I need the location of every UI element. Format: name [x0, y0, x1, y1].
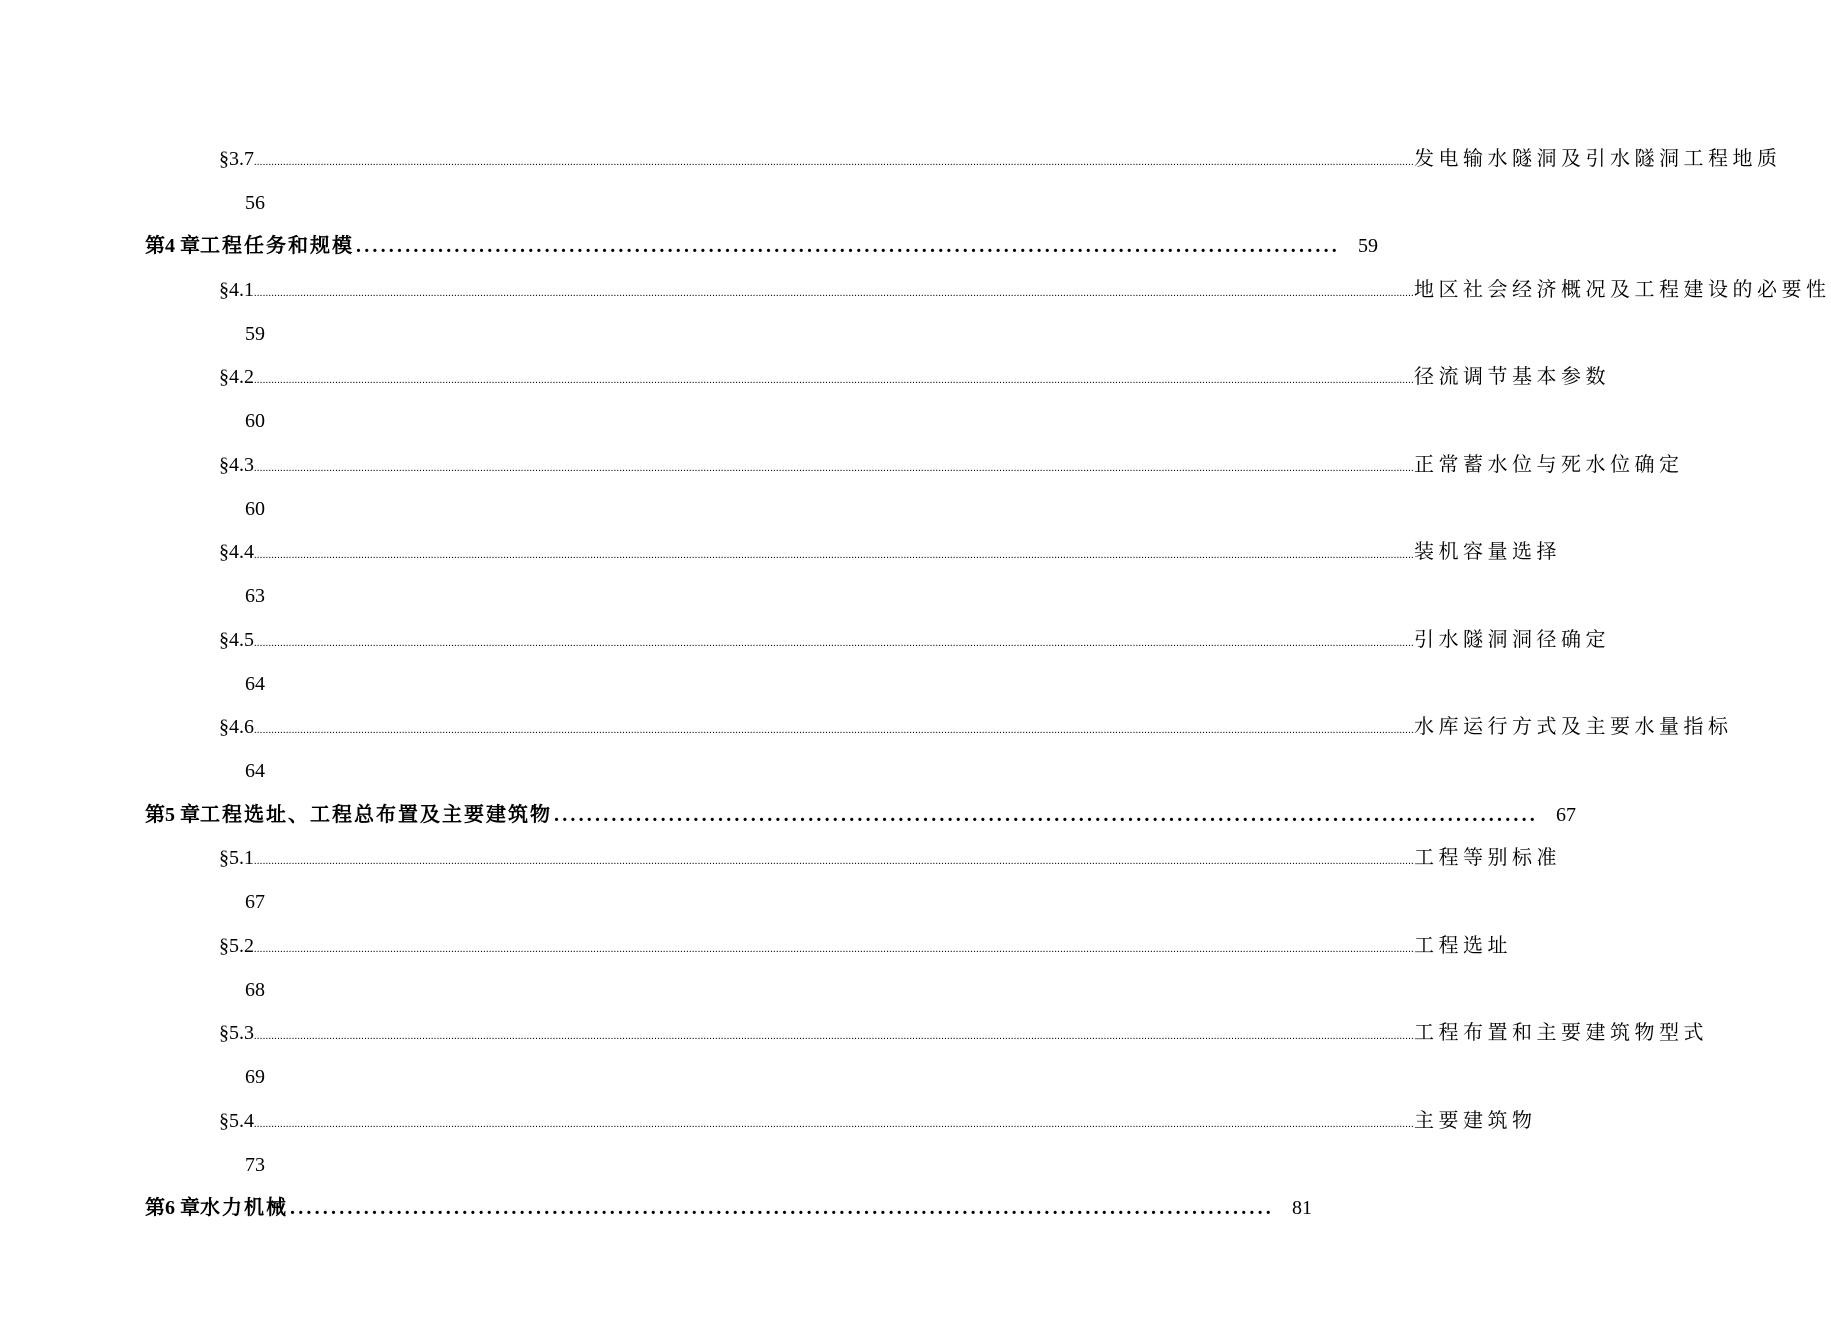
- dot-leader: ................................................................................................................................................................................................................................................................................................................................................................................................................: [254, 944, 1414, 955]
- dot-leader: ................................................................................................................................................................................................................................................................................................................................................................................................................: [254, 157, 1414, 168]
- chapter-page-number: 59: [1358, 235, 1378, 257]
- section-title: 发电输水隧洞及引水隧洞工程地质: [1414, 148, 1782, 170]
- toc-chapter-6[interactable]: [145, 1195, 1312, 1221]
- section-title: 径流调节基本参数: [1414, 366, 1610, 388]
- dot-leader: ................................................................................................................................................................................................................................................................................................................................................................................................................: [254, 288, 1414, 299]
- toc-chapter-5[interactable]: [145, 802, 1576, 828]
- toc-section-4-2[interactable]: [219, 364, 1610, 390]
- section-title: 引水隧洞洞径确定: [1414, 629, 1610, 651]
- dot-leader: ................................................................................................................................................................................................................................................................................................................................................................................................................: [254, 725, 1414, 736]
- dot-leader: ........................................................................................................................: [554, 804, 1538, 826]
- toc-section-4-1[interactable]: [219, 277, 1831, 303]
- toc-section-4-5[interactable]: [219, 627, 1610, 653]
- section-number: §4.6: [219, 716, 254, 738]
- chapter-number: 第5 章: [145, 804, 200, 826]
- chapter-number: 第6 章: [145, 1197, 200, 1219]
- toc-section-5-1[interactable]: [219, 845, 1561, 871]
- section-number: §4.2: [219, 366, 254, 388]
- section-number: §5.3: [219, 1022, 254, 1044]
- dot-leader: ................................................................................................................................................................................................................................................................................................................................................................................................................: [254, 1119, 1414, 1130]
- section-page-number: 73: [245, 1154, 265, 1176]
- section-title: 工程等别标准: [1414, 847, 1561, 869]
- dot-leader: ................................................................................................................................................................................................................................................................................................................................................................................................................: [254, 550, 1414, 561]
- dot-leader: ................................................................................................................................................................................................................................................................................................................................................................................................................: [254, 638, 1414, 649]
- chapter-page-number: 81: [1292, 1197, 1312, 1219]
- section-page-number: 59: [245, 323, 265, 345]
- chapter-page-number: 67: [1556, 804, 1576, 826]
- chapter-title: 水力机械: [200, 1197, 288, 1219]
- section-title: 主要建筑物: [1414, 1110, 1537, 1132]
- section-number: §4.3: [219, 454, 254, 476]
- section-number: §5.1: [219, 847, 254, 869]
- toc-section-4-3[interactable]: [219, 452, 1684, 478]
- dot-leader: ................................................................................................................................................................................................................................................................................................................................................................................................................: [254, 856, 1414, 867]
- section-page-number: 60: [245, 410, 265, 432]
- toc-section-5-4[interactable]: [219, 1108, 1537, 1134]
- dot-leader: ................................................................................................................................................................................................................................................................................................................................................................................................................: [254, 375, 1414, 386]
- section-number: §3.7: [219, 148, 254, 170]
- section-title: 工程选址: [1414, 935, 1512, 957]
- section-page-number: 69: [245, 1066, 265, 1088]
- toc-section-3-7[interactable]: [219, 146, 1782, 172]
- section-page-number: 67: [245, 891, 265, 913]
- dot-leader: ........................................................................................................................: [290, 1197, 1274, 1219]
- section-title: 地区社会经济概况及工程建设的必要性: [1414, 279, 1831, 301]
- toc-section-4-6[interactable]: [219, 714, 1733, 740]
- section-number: §5.2: [219, 935, 254, 957]
- section-number: §4.5: [219, 629, 254, 651]
- dot-leader: ................................................................................................................................................................................................................................................................................................................................................................................................................: [254, 1031, 1414, 1042]
- dot-leader: ........................................................................................................................: [356, 235, 1340, 257]
- section-page-number: 60: [245, 498, 265, 520]
- toc-section-5-3[interactable]: [219, 1020, 1708, 1046]
- section-page-number: 64: [245, 673, 265, 695]
- section-page-number: 56: [245, 192, 265, 214]
- section-page-number: 63: [245, 585, 265, 607]
- chapter-number: 第4 章: [145, 235, 200, 257]
- section-page-number: 64: [245, 760, 265, 782]
- section-title: 工程布置和主要建筑物型式: [1414, 1022, 1708, 1044]
- section-title: 正常蓄水位与死水位确定: [1414, 454, 1684, 476]
- section-number: §4.4: [219, 541, 254, 563]
- chapter-title: 工程选址、工程总布置及主要建筑物: [200, 804, 552, 826]
- section-title: 装机容量选择: [1414, 541, 1561, 563]
- section-page-number: 68: [245, 979, 265, 1001]
- section-number: §4.1: [219, 279, 254, 301]
- section-title: 水库运行方式及主要水量指标: [1414, 716, 1733, 738]
- toc-section-4-4[interactable]: [219, 539, 1561, 565]
- dot-leader: ................................................................................................................................................................................................................................................................................................................................................................................................................: [254, 463, 1414, 474]
- toc-section-5-2[interactable]: [219, 933, 1512, 959]
- chapter-title: 工程任务和规模: [200, 235, 354, 257]
- toc-chapter-4[interactable]: [145, 233, 1378, 259]
- section-number: §5.4: [219, 1110, 254, 1132]
